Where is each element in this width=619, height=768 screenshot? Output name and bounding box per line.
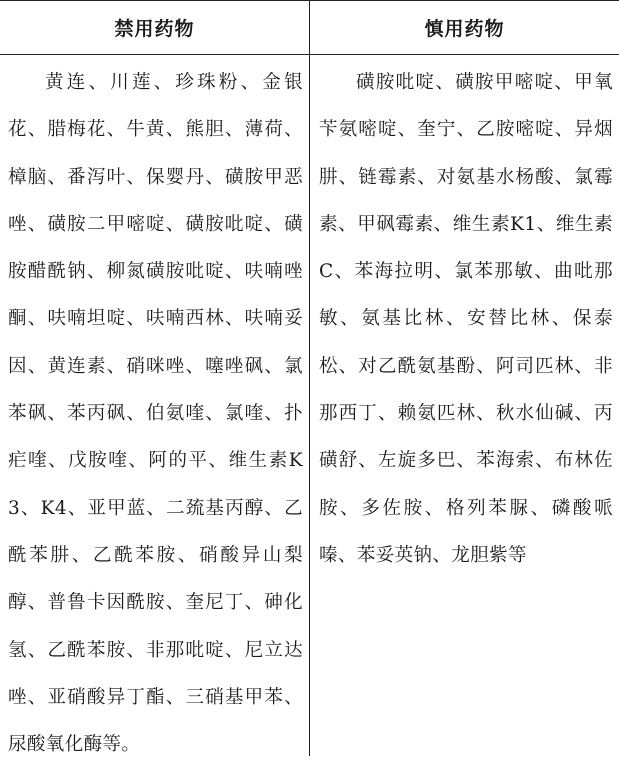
header-banned-drugs: 禁用药物: [114, 18, 195, 40]
cautious-drugs-list: 磺胺吡啶、磺胺甲嘧啶、甲氧苄氨嘧啶、奎宁、乙胺嘧啶、异烟肼、链霉素、对氨基水杨酸、氯霉素、甲砜霉素、维生素K1、维生素C、苯海拉明、氯苯那敏、曲吡那敏、氨基比林、安替比林、保泰松、对乙酰氨基酚、阿司匹林、非那西丁、赖氨匹林、秋水仙碱、丙磺舒、左旋多巴、苯海索、布林佐胺、多佐胺、格列苯脲、磷酸哌嗪、苯妥英钠、龙胆紫等: [319, 72, 613, 566]
banned-drugs-list: 黄连、川莲、珍珠粉、金银花、腊梅花、牛黄、熊胆、薄荷、樟脑、番泻叶、保婴丹、磺胺甲恶唑、磺胺二甲嘧啶、磺胺吡啶、磺胺醋酰钠、柳氮磺胺吡啶、呋喃唑酮、呋喃坦啶、呋喃西林、呋喃妥因、黄连素、硝咪唑、噻唑砜、氯苯砜、苯丙砜、伯氨喹、氯喹、扑疟喹、戊胺喹、阿的平、维生素K3、K4、亚甲蓝、二巯基丙醇、乙酰苯肼、乙酰苯胺、硝酸异山梨醇、普鲁卡因酰胺、奎尼丁、砷化氢、乙酰苯胺、非那吡啶、尼立达唑、亚硝酸异丁酯、三硝基甲苯、尿酸氧化酶等。: [8, 72, 303, 756]
header-cautious-drugs: 慎用药物: [424, 18, 505, 40]
header-divider: [0, 54, 619, 55]
